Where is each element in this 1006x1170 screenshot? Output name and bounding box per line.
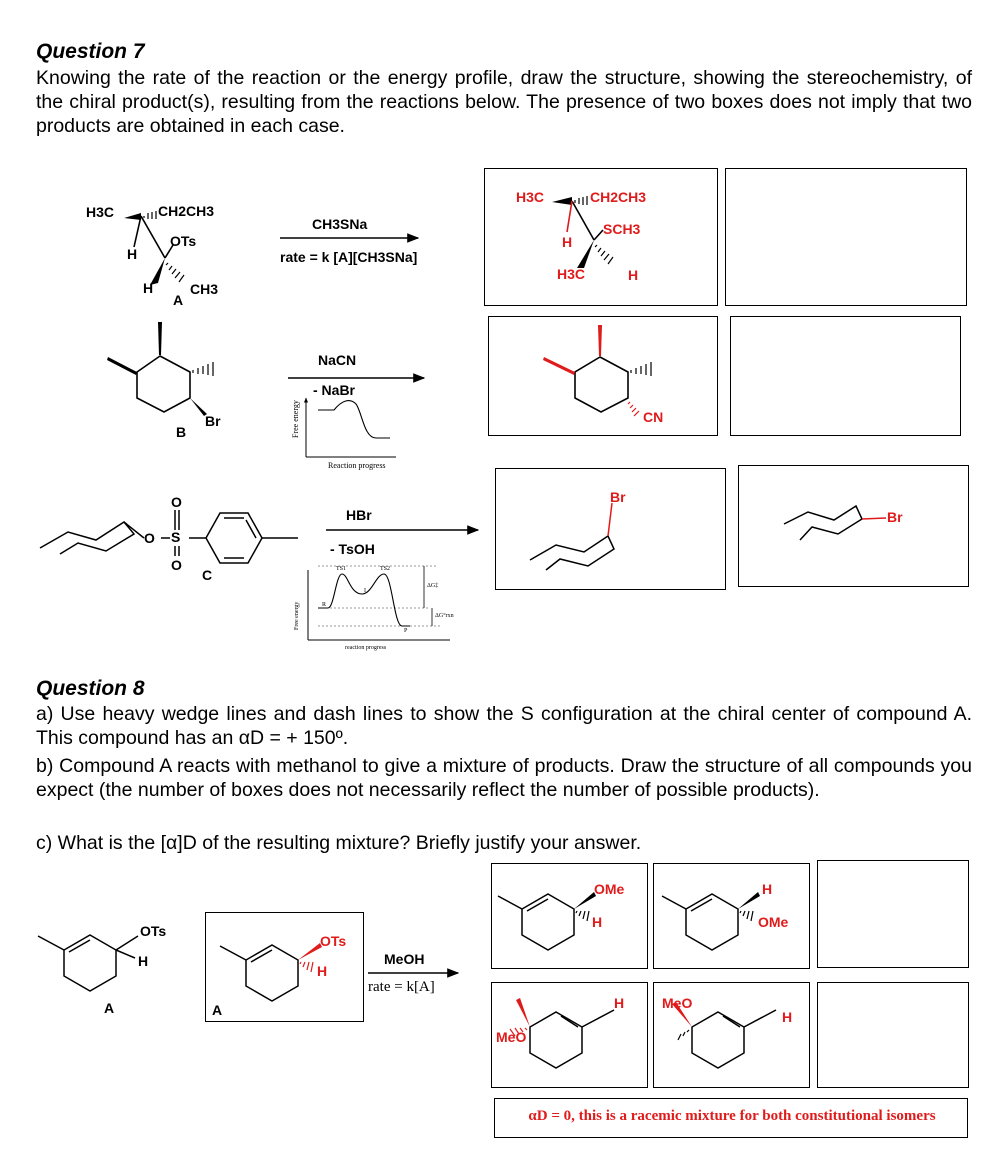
compound-b-label: B — [176, 424, 187, 440]
answer-b1-structure — [543, 325, 651, 416]
q8-a-h: H — [138, 953, 149, 969]
product-4-meo: MeO — [662, 995, 693, 1011]
answer-c1-structure — [530, 503, 614, 570]
profile-ts2: TS2 — [380, 566, 391, 572]
energy-ylabel-c: Free energy — [294, 601, 300, 630]
q8-rate-law: rate = k[A] — [368, 979, 435, 995]
compound-c-label: C — [202, 567, 213, 583]
q8-a-label: A — [104, 1000, 115, 1016]
a1-h3c-2: H3C — [557, 266, 586, 282]
product-1-structure — [498, 892, 596, 950]
answer-a1-labels — [516, 189, 646, 283]
answer-note: αD = 0, this is a racemic mixture for both constitutional isomers — [528, 1108, 936, 1124]
q8-a-ots: OTs — [140, 923, 167, 939]
c-oxygen-2: O — [171, 494, 182, 510]
energy-profile-b — [306, 398, 396, 457]
question-8-part-b: b) Compound A reacts with methanol to give a mixture of products. Draw the structure of all compounds you expect (the number of boxes does not necessarily reflect the number of possible products). — [36, 755, 972, 801]
byproduct-c: - TsOH — [330, 541, 375, 557]
b1-cn: CN — [643, 409, 664, 425]
q8-boxed-h: H — [317, 963, 328, 979]
profile-r: R — [322, 602, 327, 608]
answer-c2-structure — [784, 506, 886, 540]
energy-profile-c — [308, 566, 450, 640]
question-8-title: Question 8 — [36, 677, 145, 700]
product-1-ome: OMe — [594, 881, 625, 897]
product-1-h: H — [592, 914, 603, 930]
product-2-structure — [662, 892, 760, 950]
energy-xlabel-b: Reaction progress — [328, 461, 386, 470]
a1-h3c: H3C — [516, 189, 545, 205]
profile-dg-ts: ΔG‡ — [427, 583, 439, 589]
q8-boxed-a-structure — [220, 943, 322, 1001]
energy-xlabel-c: reaction progress — [345, 645, 387, 651]
question-7-body: Knowing the rate of the reaction or the energy profile, draw the structure, showing the stereochemistry, of the chiral product(s), resulting from the reactions below. The presence of two boxes does not imply that two products are obtained in each case. — [36, 67, 972, 137]
profile-dg-rxn: ΔG°rxn — [435, 613, 454, 619]
profile-ts1: TS1 — [336, 566, 347, 572]
a-h1: H — [127, 246, 138, 262]
a1-h: H — [562, 234, 573, 250]
a-h3c: H3C — [86, 204, 115, 220]
compound-c-structure — [40, 510, 298, 563]
q8-boxed-ots: OTs — [320, 933, 347, 949]
question-7-title: Question 7 — [36, 40, 145, 63]
reagent-c: HBr — [346, 507, 372, 523]
profile-p: P — [404, 628, 408, 634]
product-2-h: H — [762, 881, 773, 897]
q8-compound-a-structure — [38, 935, 138, 991]
compound-b-structure — [107, 322, 213, 416]
product-4-h: H — [782, 1009, 793, 1025]
compound-a-label: A — [173, 292, 184, 308]
rate-law-a: rate = k [A][CH3SNa] — [280, 249, 418, 265]
c-oxygen-3: O — [171, 557, 182, 573]
c2-br: Br — [887, 509, 903, 525]
question-8-part-a: a) Use heavy wedge lines and dash lines to show the S configuration at the chiral center of compound A. This compound has an αD = + 150º. — [36, 703, 972, 749]
a1-ch2ch3: CH2CH3 — [590, 189, 647, 205]
product-3-h: H — [614, 995, 625, 1011]
a1-sch3: SCH3 — [603, 221, 641, 237]
a-ch2ch3: CH2CH3 — [158, 203, 215, 219]
c1-br: Br — [610, 489, 626, 505]
c-oxygen-1: O — [144, 530, 155, 546]
byproduct-b: - NaBr — [313, 382, 356, 398]
a-h2: H — [143, 280, 154, 296]
product-4-structure — [672, 1002, 776, 1068]
a1-h-2: H — [628, 267, 639, 283]
reagent-a: CH3SNa — [312, 216, 368, 232]
product-3-meo: MeO — [496, 1029, 527, 1045]
energy-ylabel-b: Free energy — [291, 400, 300, 438]
reagent-b: NaCN — [318, 352, 357, 368]
question-8-part-c: c) What is the [α]D of the resulting mixture? Briefly justify your answer. — [36, 832, 642, 854]
b-br: Br — [205, 413, 221, 429]
product-2-ome: OMe — [758, 914, 789, 930]
profile-i: I — [364, 588, 366, 594]
a-ots: OTs — [170, 233, 197, 249]
c-sulfur: S — [171, 529, 181, 545]
a-ch3: CH3 — [190, 281, 219, 297]
q8-box-label: A — [212, 1002, 223, 1018]
q8-reagent: MeOH — [384, 951, 425, 967]
